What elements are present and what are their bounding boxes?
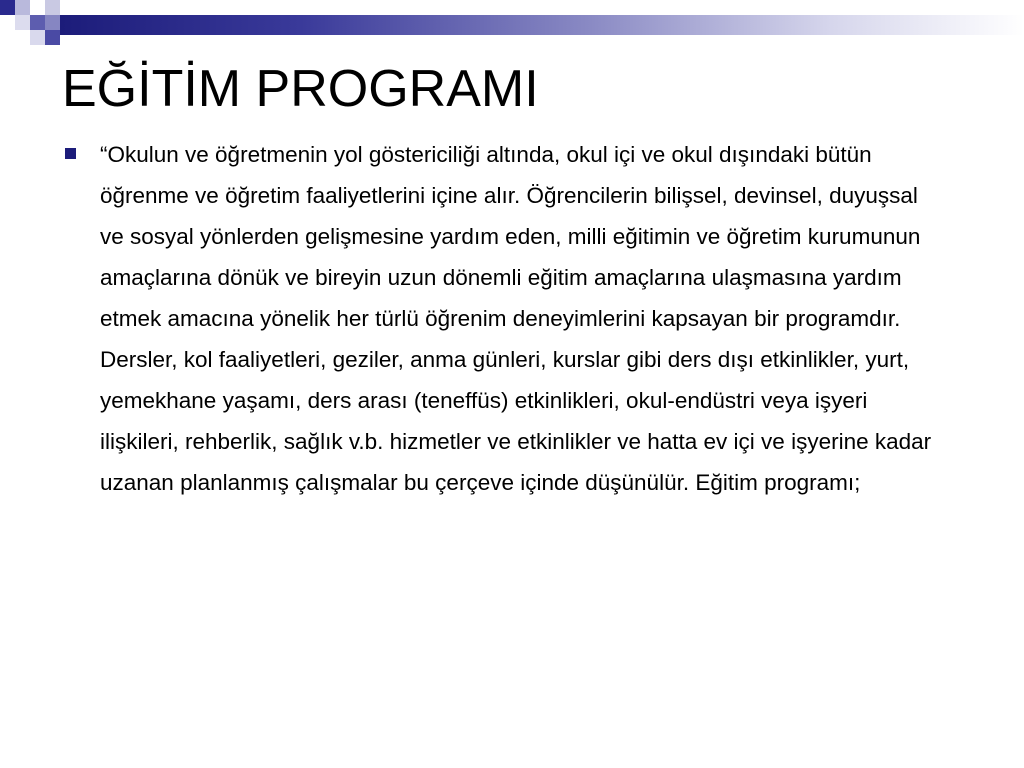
decorative-square xyxy=(45,0,60,15)
decorative-square xyxy=(15,15,30,30)
bullet-text: “Okulun ve öğretmenin yol göstericiliği altında, okul içi ve okul dışındaki bütün öğrenme ve öğretim faaliyetlerini içine alır. Öğrencilerin bilişsel, devinsel, duyuşsal ve sosyal yönlerden gelişmesine yardım eden, milli eğitimin ve öğretim kurumunun amaçlarına dönük ve bireyin uzun dönemli eğitim amaçlarına ulaşmasına yardım etmek amacına yönelik her türlü öğrenim deneyimlerini kapsayan bir programdır. Dersler, kol faaliyetleri, geziler, anma günleri, kurslar gibi ders dışı etkinlikler, yurt, yemekhane yaşamı, ders arası (teneffüs) etkinlikleri, okul-endüstri veya işyeri ilişkileri, rehberlik, sağlık v.b. hizmetler ve etkinlikler ve hatta ev içi ve işyerine kadar uzanan planlanmış çalışmalar bu çerçeve içinde düşünülür. Eğitim programı; xyxy=(100,142,932,495)
decorative-square xyxy=(45,15,60,30)
decorative-square xyxy=(15,30,30,45)
decorative-square xyxy=(30,30,45,45)
header-gradient-band xyxy=(60,15,1024,35)
square-bullet-icon xyxy=(65,148,76,159)
bullet-item xyxy=(62,134,942,503)
decorative-square xyxy=(0,0,15,15)
decorative-square xyxy=(30,0,45,15)
decorative-square xyxy=(45,30,60,45)
decorative-square xyxy=(30,15,45,30)
slide-title: EĞİTİM PROGRAMI xyxy=(62,60,539,118)
bullet-list xyxy=(62,134,942,503)
decorative-square xyxy=(15,0,30,15)
